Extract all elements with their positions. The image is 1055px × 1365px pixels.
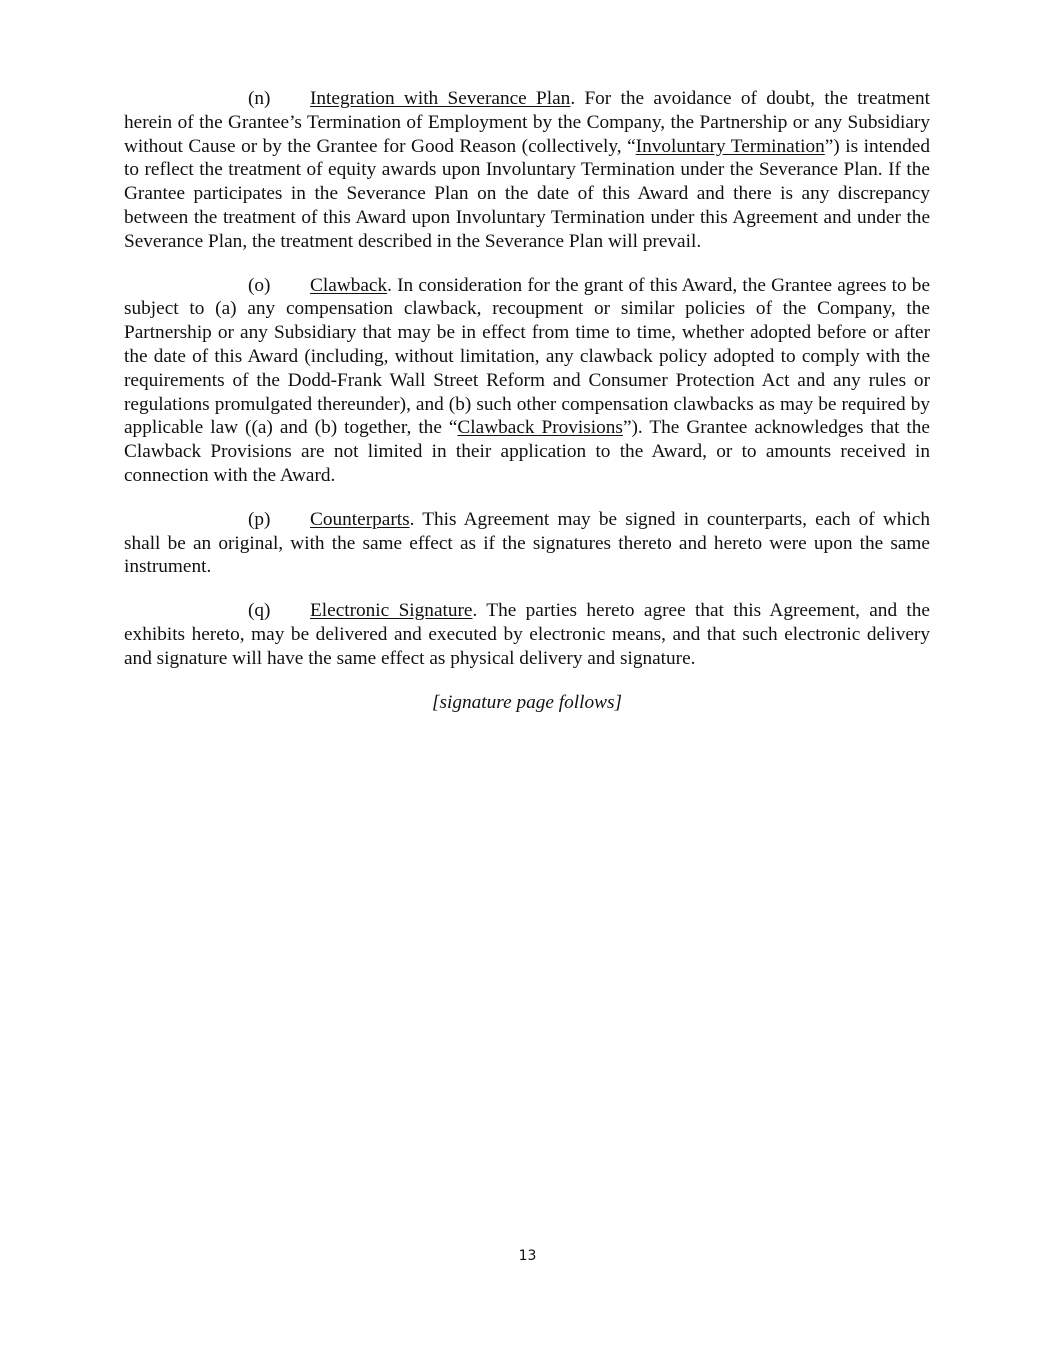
section-heading: Electronic Signature	[310, 600, 473, 622]
section-heading: Counterparts	[310, 508, 410, 530]
section-heading: Clawback	[310, 274, 388, 296]
page-number: 13	[518, 1248, 537, 1264]
paragraph-o	[124, 274, 930, 488]
defined-term: Clawback Provisions	[457, 417, 623, 439]
paragraph-p	[124, 508, 930, 579]
paragraph-text: . This Agreement may be signed in counterparts, each of which shall be an original, with the same effect as if the signatures thereto and hereto were upon the same instrument.	[124, 508, 930, 578]
paragraph-text: ”) is intended to reflect the treatment of equity awards upon Involuntary Termination under the Severance Plan. If the Grantee participates in the Severance Plan on the date of this Award and there is any discrepancy between the treatment of this Award upon Involuntary Termination under this Agreement and under the Severance Plan, the treatment described in the Severance Plan will prevail.	[124, 135, 931, 252]
section-marker: (o)	[248, 274, 271, 296]
section-marker: (q)	[248, 600, 271, 622]
defined-term: Involuntary Termination	[635, 135, 825, 157]
paragraph-text: . In consideration for the grant of this Award, the Grantee agrees to be subject to (a) any compensation clawback, recoupment or similar policies of the Company, the Partnership or any Subsidiary that may be in effect from time to time, whether adopted before or after the date of this Award (including, without limitation, any clawback policy adopted to comply with the requirements of the Dodd-Frank Wall Street Reform and Consumer Protection Act and any rules or regulations promulgated thereunder), and (b) such other compensation clawbacks as may be required by applicable law ((a) and (b) together, the “	[124, 274, 930, 439]
paragraph-text: . For the avoidance of doubt, the treatment herein of the Grantee’s Termination of Employment by the Company, the Partnership or any Subsidiary without Cause or by the Grantee for Good Reason (collectively, “	[124, 88, 930, 157]
paragraph-q	[124, 599, 930, 670]
paragraph-n	[124, 87, 930, 254]
paragraph-text: . The parties hereto agree that this Agreement, and the exhibits hereto, may be delivered and executed by electronic means, and that such electronic delivery and signature will have the same effect as physical delivery and signature.	[124, 600, 930, 669]
document-body	[124, 87, 930, 734]
paragraph-text: ”). The Grantee acknowledges that the Clawback Provisions are not limited in their application to the Award, or to amounts received in connection with the Award.	[124, 417, 930, 486]
section-marker: (p)	[248, 508, 271, 530]
section-heading: Integration with Severance Plan	[310, 88, 571, 109]
signature-page-note: [signature page follows]	[432, 691, 622, 713]
section-marker: (n)	[248, 88, 271, 109]
